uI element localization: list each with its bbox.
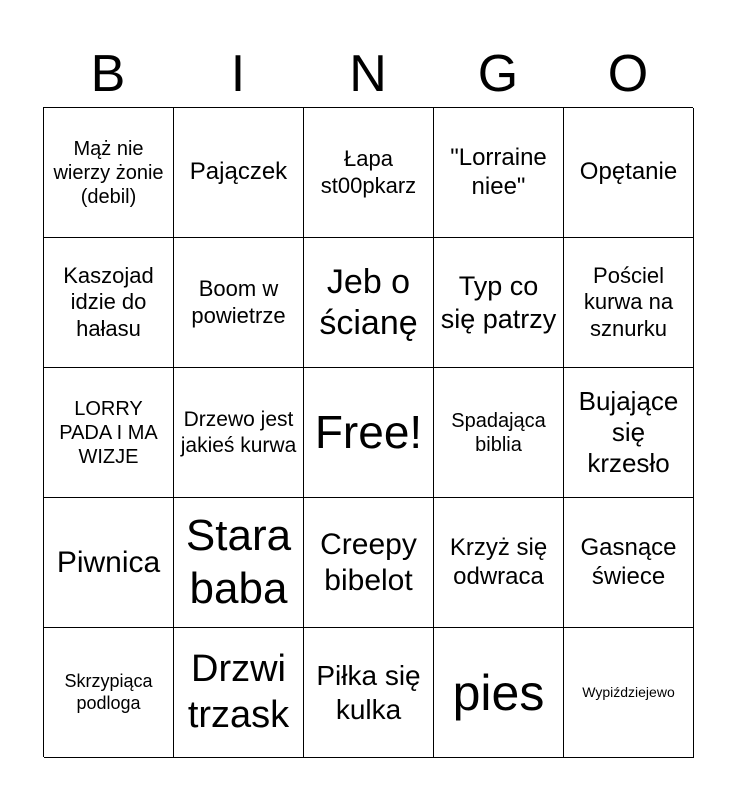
bingo-cell[interactable] xyxy=(434,628,564,758)
bingo-cell[interactable] xyxy=(564,368,694,498)
bingo-header xyxy=(43,40,693,108)
bingo-cell[interactable] xyxy=(174,238,304,368)
bingo-cell[interactable] xyxy=(564,108,694,238)
cell-text: Wypiździejewo xyxy=(582,684,675,701)
bingo-cell[interactable] xyxy=(44,498,174,628)
bingo-cell[interactable] xyxy=(174,498,304,628)
bingo-cell[interactable] xyxy=(434,368,564,498)
cell-text: Drzewo jest jakieś kurwa xyxy=(180,408,297,457)
bingo-cell[interactable] xyxy=(564,628,694,758)
bingo-card xyxy=(43,107,693,757)
bingo-cell[interactable] xyxy=(434,108,564,238)
cell-text: Opętanie xyxy=(579,158,678,186)
cell-text: Pościel kurwa na sznurku xyxy=(583,262,674,341)
cell-text: pies xyxy=(452,664,545,721)
cell-text: LORRY PADA I MA WIZJE xyxy=(59,397,158,468)
cell-text: Spadająca biblia xyxy=(451,409,546,456)
cell-text: Bujające się krzesło xyxy=(578,385,679,479)
bingo-cell[interactable] xyxy=(564,238,694,368)
bingo-cell[interactable] xyxy=(44,108,174,238)
cell-text: Piwnica xyxy=(56,545,161,579)
header-letter-o: O xyxy=(607,45,649,103)
cell-text: Creepy bibelot xyxy=(320,527,417,597)
cell-text: Piłka się kulka xyxy=(316,659,421,725)
bingo-cell[interactable] xyxy=(174,368,304,498)
header-letter-i: I xyxy=(230,45,246,103)
cell-text: Krzyż się odwraca xyxy=(449,533,548,590)
bingo-cell[interactable] xyxy=(304,238,434,368)
bingo-cell[interactable] xyxy=(44,238,174,368)
cell-text: Pajączek xyxy=(189,158,288,186)
cell-text: Boom w powietrze xyxy=(191,276,286,328)
bingo-cell[interactable] xyxy=(44,368,174,498)
header-letter-b: B xyxy=(90,45,126,103)
cell-text: Kaszojad idzie do hałasu xyxy=(63,262,154,341)
cell-text: Gasnące świece xyxy=(580,533,677,590)
bingo-cell[interactable] xyxy=(174,628,304,758)
cell-text: Łapa st00pkarz xyxy=(320,146,417,198)
bingo-cell[interactable] xyxy=(434,498,564,628)
cell-text: Free! xyxy=(314,405,423,458)
cell-text: Jeb o ścianę xyxy=(319,262,418,342)
bingo-cell[interactable] xyxy=(434,238,564,368)
cell-text: Mąż nie wierzy żonie (debil) xyxy=(53,137,164,208)
header-letter-n: N xyxy=(349,45,387,103)
bingo-cell[interactable] xyxy=(304,628,434,758)
cell-text: Stara baba xyxy=(185,510,292,613)
cell-text: "Lorraine niee" xyxy=(450,143,547,200)
cell-text: Drzwi trzask xyxy=(187,647,290,736)
cell-text: Typ co się patrzy xyxy=(440,271,557,334)
bingo-cell[interactable] xyxy=(174,108,304,238)
bingo-cell[interactable] xyxy=(304,498,434,628)
bingo-cell[interactable] xyxy=(44,628,174,758)
cell-text: Skrzypiąca podloga xyxy=(64,670,153,713)
header-letter-g: G xyxy=(477,45,519,103)
free-space-cell[interactable] xyxy=(304,368,434,498)
bingo-cell[interactable] xyxy=(304,108,434,238)
bingo-cell[interactable] xyxy=(564,498,694,628)
